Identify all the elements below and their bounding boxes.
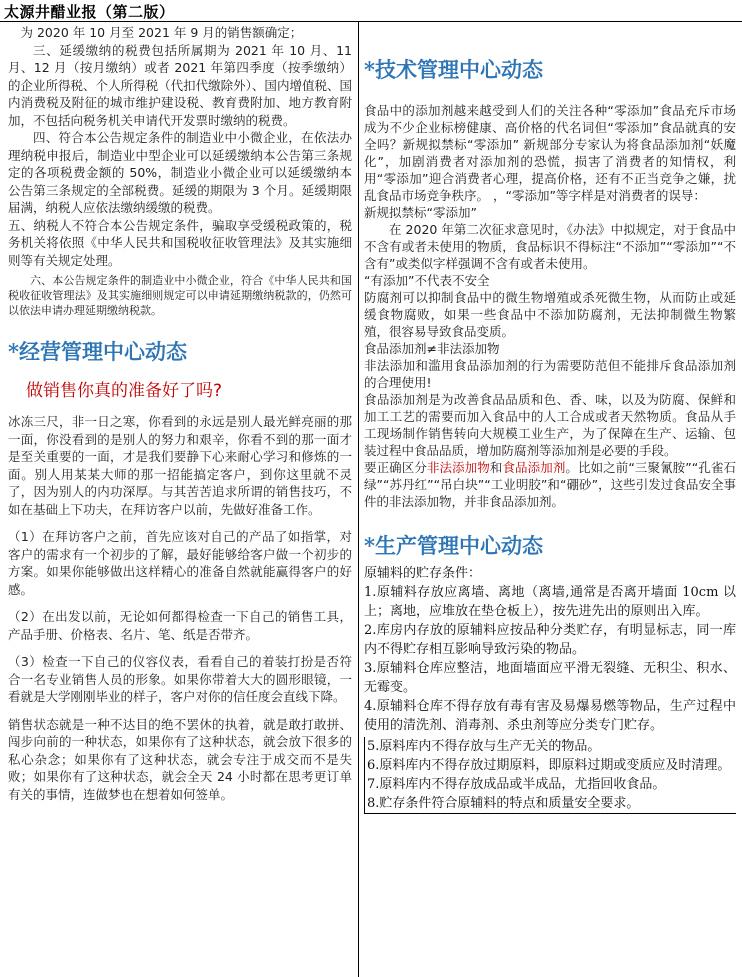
tax-paragraph-small: 六、本公告规定条件的制造业中小微企业，符合《中华人民共和国税收征收管理法》及其实施细则规定可以申请延期缴纳税款的，仍然可以依法申请办理延期缴纳税款。 bbox=[8, 274, 352, 317]
prod-item-8: 8.贮存条件符合原辅料的特点和质量安全要求。 bbox=[367, 796, 640, 811]
tech-final-paragraph bbox=[364, 459, 736, 510]
tech-line-4: 防腐剂可以抑制食品中的微生物增殖或杀死微生物，从而防止或延缓食物腐败，如果一些食品中不添加防腐剂，无法抑制微生物繁殖，很容易导致食品变质。 bbox=[364, 290, 736, 339]
illegal-additive-term: 非法添加物 bbox=[426, 460, 490, 475]
column-divider bbox=[358, 22, 359, 977]
food-additive-term: 食品添加剂 bbox=[502, 460, 566, 475]
prod-box bbox=[364, 737, 736, 814]
tech-line-3: “有添加”不代表不安全 bbox=[364, 273, 490, 288]
prod-item-6: 6.原料库内不得存放过期原料，即原料过期或变质应及时清理。 bbox=[367, 758, 731, 773]
tax-paragraph-3: 五、纳税人不符合本公告规定条件，骗取享受缓税政策的，税务机关将依照《中华人民共和国税收征收管理法》及其实施细则等有关规定处理。 bbox=[8, 217, 352, 268]
tech-line-7: 食品添加剂是为改善食品品质和色、香、味，以及为防腐、保鲜和加工工艺的需要而加入食品中的人工合成或者天然物质。食品从手工现场制作销售转向大规模工业生产，为了保障在生产、运输、包装过程中食品品质，增加防腐剂等添加剂是必要的手段。 bbox=[364, 392, 736, 458]
prod-item-2: 2.库房内存放的原辅料应按品种分类贮存，有明显标志，同一库内不得贮存相互影响导致污染的物品。 bbox=[364, 623, 736, 657]
tech-line-5: 食品添加剂≠非法添加物 bbox=[364, 341, 500, 356]
article-paragraph-1: （1）在拜访客户之前，首先应该对自己的产品了如指掌，对客户的需求有一个初步的了解，最好能够给客户做一个初步的方案。如果你能够做出这样精心的准备自然就能赢得客户的好感。 bbox=[8, 529, 352, 597]
tech-final-after: 。比如之前“三聚氰胺”“孔雀石绿”“苏丹红”“吊白块”“工业明胶”和“硼砂”，这些引发过食品安全事件的非法添加物，并非食品添加剂。 bbox=[364, 460, 736, 509]
right-column bbox=[364, 24, 736, 814]
article-paragraph-4: 销售状态就是一种不达目的绝不罢休的执着，就是敢打敢拼、闯步向前的一种状态，如果你有了这种状态，就会放下很多的私心杂念；如果你有了这种状态，就会专注于成交而不是失败；如果你有了这种状态，就会全天 24 小时都在思考更订单有关的事情，连做梦也在想着如何签单。 bbox=[8, 716, 352, 802]
prod-item-1: 1.原辅料存放应离墙、离地（离墙,通常是否离开墙面 10cm 以上；离地，应堆放在垫仓板上），按先进先出的原则出入库。 bbox=[364, 585, 736, 619]
section-title-business: *经营管理中心动态 bbox=[8, 339, 187, 364]
article-paragraph-0: 冰冻三尺，非一日之寒，你看到的永远是别人最光鲜亮丽的那一面，你没看到的是别人的努力和艰辛，你看不到的那一面才是至关重要的一面，才是我们要静下心来耐心学习和修炼的一面。别人用某某大师的那一招能搞定客户，到你这里就不灵了，因为别人的内功深厚。与其苦苦追求所谓的销售技巧，不如在基础上下功夫，在拜访客户以前，先做好准备工作。 bbox=[8, 414, 352, 517]
tech-final-and: 和 bbox=[489, 460, 503, 475]
prod-item-5: 5.原料库内不得存放与生产无关的物品。 bbox=[367, 739, 601, 754]
article-paragraph-3: （3）检查一下自己的仪容仪表，看看自己的着装打扮是否符合一名专业销售人员的形象。如果你带着大大的圆形眼镜，一看就是大学刚刚毕业的样子，客户对你的信任度会直线下降。 bbox=[8, 654, 352, 704]
section-title-tech: *技术管理中心动态 bbox=[364, 57, 543, 82]
tech-final-before: 要正确区分 bbox=[364, 460, 427, 475]
tech-line-1: 新规拟禁标“零添加” bbox=[364, 205, 477, 220]
masthead-title: 太源井醋业报（第二版） bbox=[4, 3, 175, 21]
prod-item-4: 4.原辅料仓库不得存放有毒有害及易爆易燃等物品，生产过程中使用的清洗剂、消毒剂、杀虫剂等应分类专门贮存。 bbox=[364, 699, 736, 733]
section-title-production: *生产管理中心动态 bbox=[364, 533, 543, 558]
article-title: 做销售你真的准备好了吗? bbox=[26, 381, 223, 401]
prod-intro: 原辅料的贮存条件： bbox=[364, 566, 482, 581]
left-column bbox=[8, 24, 352, 813]
masthead-rule bbox=[0, 21, 742, 22]
tax-paragraph-0: 为 2020 年 10 月至 2021 年 9 月的销售额确定； bbox=[20, 25, 303, 40]
article-paragraph-2: （2）在出发以前，无论如何都得检查一下自己的销售工具，产品手册、价格表、名片、笔、纸是否带齐。 bbox=[8, 609, 352, 642]
prod-item-7: 7.原料库内不得存放成品或半成品，尤指回收食品。 bbox=[367, 777, 666, 792]
tech-line-2: 在 2020 年第二次征求意见时，《办法》中拟规定，对于食品中不含有或者未使用的物质，食品标识不得标注“不添加”“零添加”“不含有”或类似字样强调不含有或者未使用。 bbox=[364, 222, 736, 271]
tech-line-6: 非法添加和滥用食品添加剂的行为需要防范但不能排斥食品添加剂的合理使用! bbox=[364, 358, 736, 390]
tax-paragraph-2: 四、符合本公告规定条件的制造业中小微企业，在依法办理纳税申报后，制造业中型企业可以延缓缴纳本公告第三条规定的各项税费金额的 50%，制造业小微企业可以延缓缴纳本公告第三条规定的全部税费。延缓的期限为 3 个月。延缓期限届满，纳税人应依法缴纳缓缴的税费。 bbox=[8, 130, 352, 215]
prod-item-3: 3.原辅料仓库应整洁，地面墙面应平滑无裂缝、无积尘、积水、无霉变。 bbox=[364, 661, 736, 695]
tech-line-0: 食品中的添加剂越来越受到人们的关注各种“零添加”食品充斥市场成为不少企业标榜健康、高价格的代名词但“零添加”食品就真的安全吗？新规拟禁标“零添加” 新规部分专家认为将食品添加剂“妖魔化”，加剧消费者对添加剂的恐慌，损害了消费者的知情权，利用“零添加”迎合消费者心理，提高价格，还有不正当竞争之嫌，扰乱食品市场竞争秩序。 ，“零添加”等字样是对消费者的误导： bbox=[364, 103, 736, 203]
tax-paragraph-1: 三、延缓缴纳的税费包括所属期为 2021 年 10 月、11 月、12 月（按月缴纳）或者 2021 年第四季度（按季缴纳）的企业所得税、个人所得税（代扣代缴除外）、国内增值税、国内消费税及附征的城市维护建设税、教育费附加、地方教育附加，不包括向税务机关申请代开发票时缴纳的税费。 bbox=[8, 42, 352, 128]
